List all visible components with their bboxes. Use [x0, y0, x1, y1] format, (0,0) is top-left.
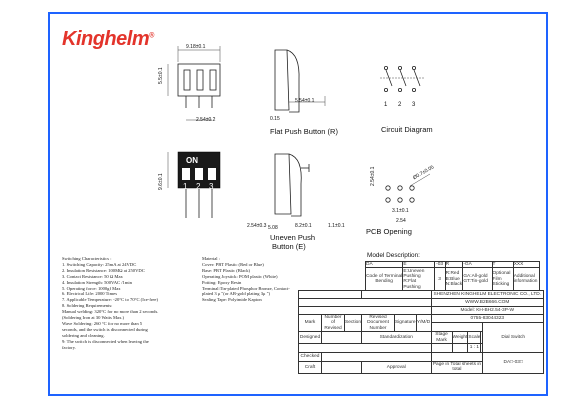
pcb-dim-b: Ø0.7±0.05: [412, 164, 436, 182]
model-code: -03: [434, 262, 445, 268]
title-block: SHENZHEN KINGHELM ELECTRONIC CO., LTD. WWW.B2B666.COM Model: KH-BH2.54-3P-W Mark Number of Revised Section Revised Document Number Signature Y/M/D 0755-83044323 Dial Switch Designed Standardization Stage Mark Weight Scale 1 : 1 Checked DA□-03□ Craft Approval Page in Total sheets in total: [298, 290, 544, 374]
scale-value-1: 1: [469, 345, 473, 351]
pcb-dim-c: 3.1±0.1: [392, 208, 409, 214]
section-label: Section: [345, 315, 362, 332]
company-name: SHENZHEN KINGHELM ELECTRONIC CO., LTD.: [431, 291, 543, 299]
ymd-label: Y/M/D: [416, 315, 431, 332]
revised-doc-label: Revised Document Number: [362, 315, 395, 332]
sheets-total-label: sheets in total: [452, 362, 482, 373]
brand-logo: [62, 28, 154, 51]
uneven-push-button-figure: [265, 150, 345, 230]
dial-switch-label: Dial Switch: [483, 323, 544, 353]
mark-label: Mark: [299, 315, 322, 332]
spec-line: 1. Switching Capacity: 25mA at 24VDC: [62, 261, 137, 267]
spec-line: 6. Electrical Life: 2000 Times: [62, 291, 117, 297]
model-label: E:Uneven Pushing R:Flat Pushing: [403, 268, 434, 291]
model-label: Additional information: [513, 268, 539, 291]
model-code: T: [492, 262, 513, 268]
material-line: Base: PBT Plastic (Black): [202, 267, 251, 273]
spec-line: 5. Operating force: 1000gf Max: [62, 285, 121, 291]
top-pitch-dim: 2.54±0.2: [196, 117, 216, 123]
spec-line: seconds, and the switch is disconnected during: [62, 326, 148, 332]
circuit-diagram-label: Circuit Diagram: [381, 125, 433, 134]
material-title: Material :: [202, 256, 220, 261]
model-label: GA:All-gold GT:Tin-gold: [463, 268, 492, 291]
circuit-pin-3: 3: [412, 102, 416, 108]
material-line: Sealing Tape: Polyimide Kapton: [202, 297, 262, 303]
checked-label: Checked: [299, 353, 322, 362]
uneven-push-label-1: Uneven Push: [270, 233, 316, 242]
mid-side-dim: 1.1±0.1: [328, 223, 345, 229]
pcb-opening-label: PCB Opening: [366, 227, 412, 236]
model-code: E: [403, 262, 434, 268]
pcb-opening-figure: [380, 170, 440, 210]
model-number: Model: KH-BH2.54-3P-W: [431, 307, 543, 315]
scale-value-2: 1: [476, 345, 480, 351]
spec-line: factory.: [62, 344, 76, 350]
spec-line: 4. Insulation Strength: 500VAC /1min: [62, 279, 132, 285]
mid-pin-dim: 8.2±0.1: [295, 223, 312, 229]
material-line: plated 3 μ "(or AB-gold plating 3μ "): [202, 291, 271, 297]
company-website: WWW.B2B666.COM: [431, 299, 543, 307]
spec-line: 7. Applicable Temperature: -20°C to 70°C (Ice-free): [62, 297, 158, 303]
on-text: ON: [186, 156, 198, 165]
stage-mark-label: Stage Mark: [431, 332, 452, 344]
switch-number-3: 3: [209, 182, 214, 191]
top-height-dim: 5.5±0.1: [158, 67, 164, 84]
switching-characteristics: [62, 256, 198, 351]
phone-code: 0755-83044323: [431, 315, 543, 323]
model-label: R:Red B:Blue N:Black: [445, 268, 463, 291]
brand-registered-mark: ®: [149, 32, 154, 40]
model-code: R: [445, 262, 463, 268]
spec-line: Manual welding: 320°C for no more than 2 seconds.: [62, 309, 159, 315]
page-total-label: Page in Total: [432, 362, 461, 368]
material-line: Operating Joystick: POM plastic (White): [202, 273, 278, 279]
brand-name: Kinghelm: [62, 28, 150, 50]
flat-push-label: Flat Push Button (R): [270, 127, 338, 136]
model-description-title: Model Description:: [367, 252, 420, 259]
standardization-label: Standardization: [362, 332, 432, 344]
flat-offset-dim: 0.15: [270, 116, 280, 122]
pcb-dim-a: 2.54±0.1: [370, 166, 376, 186]
weight-label: Weight: [452, 332, 468, 344]
mid-h2-dim: 5.08: [268, 225, 278, 231]
material-line: Terminal:Tin-plated Phosphor Bronze, Contact-: [202, 285, 290, 291]
spec-line: 9: The switch is disconnected when leaving the: [62, 338, 149, 344]
model-description-table: [365, 261, 540, 291]
scale-label: Scale: [468, 332, 481, 344]
designed-label: Designed: [299, 332, 322, 344]
switch-number-1: 1: [183, 182, 188, 191]
circuit-pin-1: 1: [384, 102, 388, 108]
spec-line: Wave Soldering: 260 °C for no more than 5: [62, 320, 143, 326]
material-line: Potting: Epoxy Resin: [202, 279, 242, 285]
approval-label: Approval: [362, 362, 432, 374]
craft-label: Craft: [299, 362, 322, 374]
model-label: Optional Film Sticking: [492, 268, 513, 291]
model-label: 3: [434, 268, 445, 291]
material-line: Cover: PBT Plastic (Red or Blue): [202, 261, 264, 267]
model-code: DA: [366, 262, 403, 268]
spec-line: (Soldering Iron at 30 Watts Max.): [62, 315, 125, 321]
top-width-dim: 9.18±0.1: [186, 44, 206, 50]
model-code: XXX: [513, 262, 539, 268]
spec-line: 3. Contact Resistance: 50 Ω Max: [62, 273, 123, 279]
spec-title: Switching Characteristics :: [62, 256, 112, 261]
mid-height-dim: 9.6±0.1: [158, 173, 164, 190]
circuit-pin-2: 2: [398, 102, 402, 108]
uneven-push-label-2: Button (E): [272, 242, 306, 251]
signature-label: Signature: [395, 315, 417, 332]
model-label: Code of Terminal Bending: [366, 268, 403, 291]
spec-line: 8. Soldering Requirements:: [62, 303, 113, 309]
mid-pitch-dim: 2.54±0.3: [247, 223, 267, 229]
model-code: -GA: [463, 262, 492, 268]
part-number: DA□-03□: [483, 353, 544, 374]
pcb-dim-d: 2.54: [396, 218, 406, 224]
number-revised-label: Number of Revised: [322, 315, 345, 332]
switch-number-2: 2: [196, 182, 201, 191]
spec-line: soldering and cleaning.: [62, 332, 105, 338]
flat-pin-dim: 5.54±0.1: [295, 98, 315, 104]
spec-line: 2. Insulation Resistance: 100MΩ at 250VDC: [62, 267, 145, 273]
top-view-figure: [150, 40, 270, 140]
